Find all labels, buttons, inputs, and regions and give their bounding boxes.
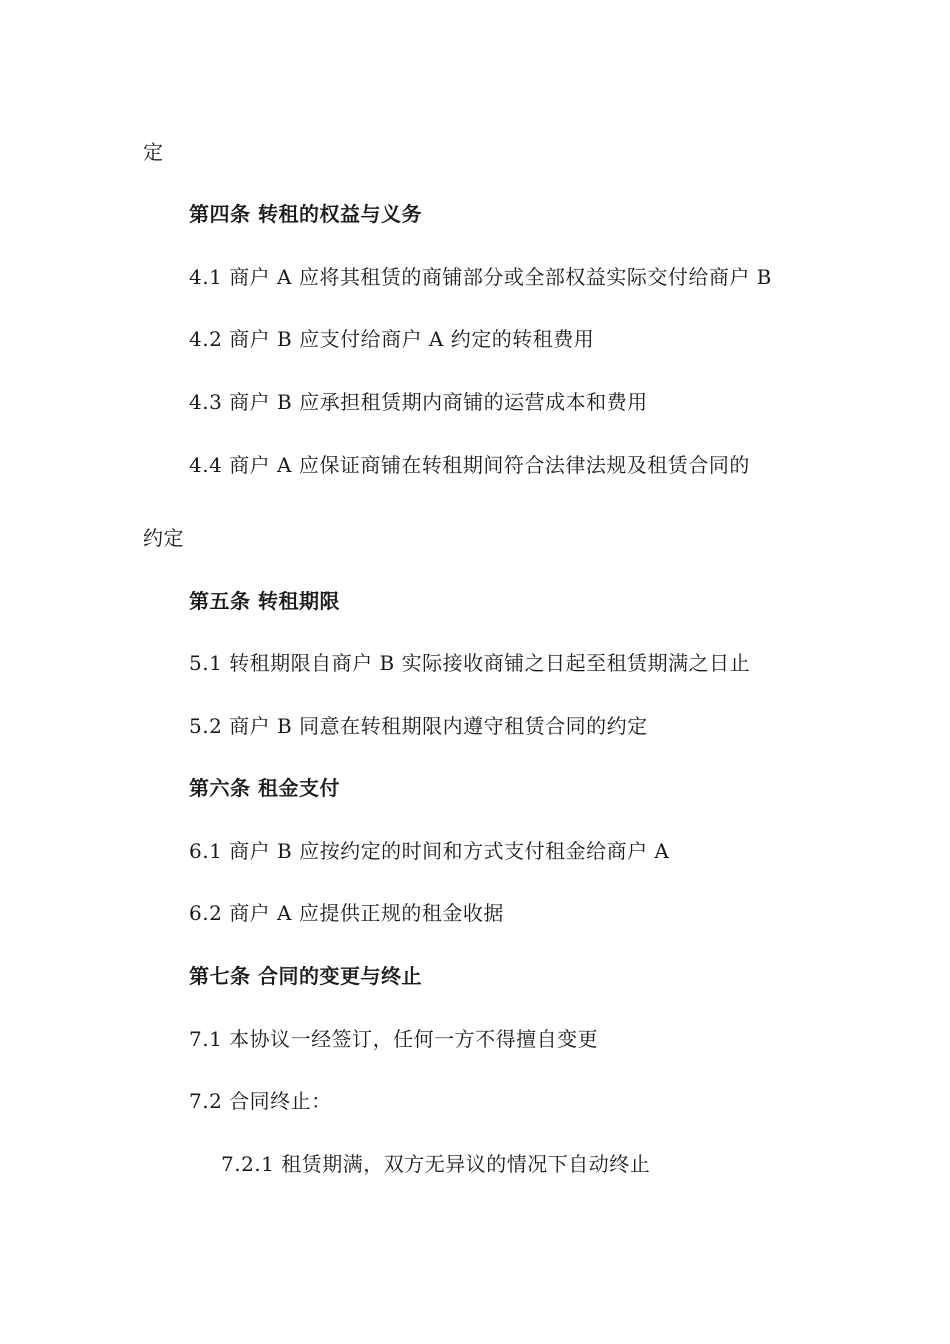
clause-7-2-1: 7.2.1 租赁期满，双方无异议的情况下自动终止 — [221, 1152, 651, 1176]
section-heading-6: 第六条 租金支付 — [189, 776, 340, 800]
clause-4-1: 4.1 商户 A 应将其租赁的商铺部分或全部权益实际交付给商户 B — [189, 265, 772, 289]
clause-4-2: 4.2 商户 B 应支付给商户 A 约定的转租费用 — [189, 327, 595, 351]
clause-7-1: 7.1 本协议一经签订，任何一方不得擅自变更 — [189, 1027, 599, 1051]
continuation-text: 定 — [143, 140, 164, 164]
section-heading-4: 第四条 转租的权益与义务 — [189, 202, 422, 226]
clause-5-2: 5.2 商户 B 同意在转租期限内遵守租赁合同的约定 — [189, 714, 648, 738]
section-heading-7: 第七条 合同的变更与终止 — [189, 964, 422, 988]
clause-4-4-continuation: 约定 — [143, 526, 184, 550]
clause-4-3: 4.3 商户 B 应承担租赁期内商铺的运营成本和费用 — [189, 390, 648, 414]
section-heading-5: 第五条 转租期限 — [189, 589, 340, 613]
clause-4-4: 4.4 商户 A 应保证商铺在转租期间符合法律法规及租赁合同的 — [189, 453, 750, 477]
clause-5-1: 5.1 转租期限自商户 B 实际接收商铺之日起至租赁期满之日止 — [189, 651, 751, 675]
clause-6-1: 6.1 商户 B 应按约定的时间和方式支付租金给商户 A — [189, 839, 670, 863]
clause-6-2: 6.2 商户 A 应提供正规的租金收据 — [189, 901, 504, 925]
clause-7-2: 7.2 合同终止： — [189, 1089, 332, 1113]
